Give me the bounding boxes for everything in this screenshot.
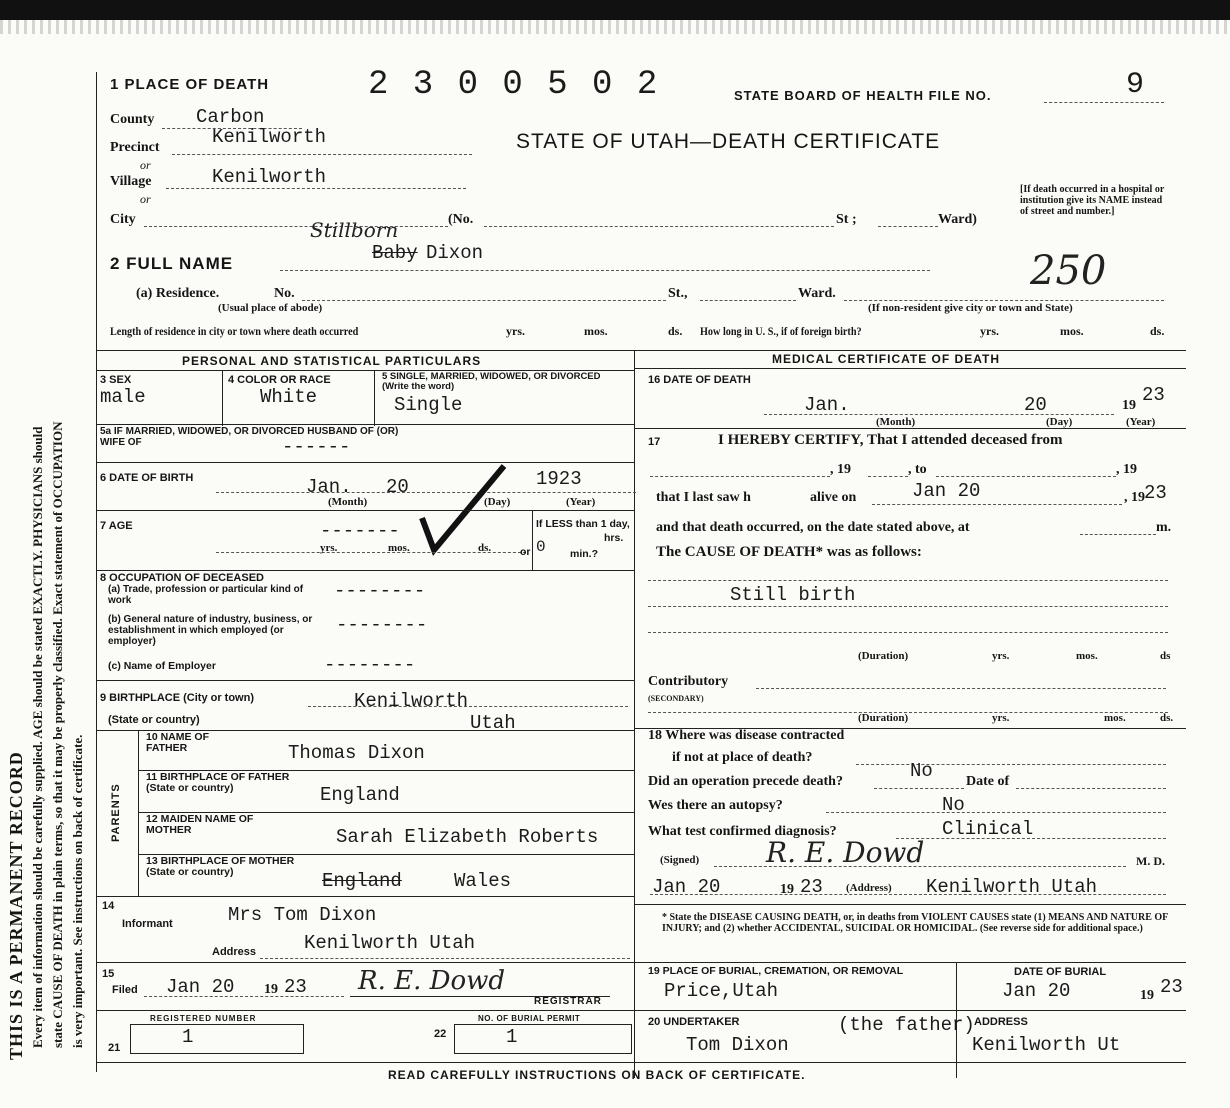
instruction-line-3: is very important. See instructions on back of certificate.: [70, 734, 85, 1048]
burial-date: Jan 20: [1002, 980, 1071, 1002]
length-residence-label: Length of residence in city or town where death occurred: [110, 324, 359, 338]
occupation-industry: --------: [336, 614, 428, 636]
precinct-value: Kenilworth: [212, 126, 327, 148]
mother-birthplace-struck: England: [322, 870, 402, 892]
county-label: County: [110, 112, 155, 127]
undertaker-name: Tom Dixon: [686, 1034, 789, 1056]
village-label: Village: [110, 174, 152, 189]
min-value: 0: [536, 538, 546, 556]
dob-month: Jan.: [306, 476, 352, 498]
street-no-label: (No.: [448, 212, 474, 227]
column-divider: [634, 350, 635, 1078]
undertaker-address: Kenilworth Ut: [972, 1034, 1121, 1056]
marital-value: Single: [394, 394, 463, 416]
registered-number: 1: [182, 1026, 194, 1048]
burial-place: Price,Utah: [664, 980, 779, 1002]
birthplace-city: Kenilworth: [354, 690, 469, 712]
sex-value: male: [100, 386, 146, 408]
death-day: 20: [1024, 394, 1047, 416]
county-value: Carbon: [196, 106, 265, 128]
residence-label: (a) Residence.: [136, 286, 220, 301]
mother-maiden-name: Sarah Elizabeth Roberts: [336, 826, 599, 848]
burial-permit-box: [454, 1024, 632, 1054]
death-month: Jan.: [804, 394, 850, 416]
scan-top-edge: [0, 0, 1230, 20]
struck-first-name: Baby: [372, 242, 418, 264]
file-number: 9: [1126, 68, 1145, 102]
full-name-label: 2 FULL NAME: [110, 254, 234, 273]
scan-top-noise: [0, 20, 1230, 34]
instruction-line-2: state CAUSE OF DEATH in plain terms, so that it may be properly classified. Exact statement of OCCUPATION: [50, 421, 65, 1048]
employer-value: --------: [324, 654, 416, 676]
autopsy-value: No: [942, 794, 965, 816]
place-of-death-label: 1 PLACE OF DEATH: [110, 76, 270, 93]
personal-section-title: PERSONAL AND STATISTICAL PARTICULARS: [182, 354, 482, 368]
certificate-title: STATE OF UTAH—DEATH CERTIFICATE: [516, 130, 941, 153]
certificate-number: 2 3 0 0 5 0 2: [368, 66, 660, 104]
certify-statement: I HEREBY CERTIFY, That I attended deceased from: [718, 432, 1063, 448]
burial-permit-number: 1: [506, 1026, 518, 1048]
death-year: 23: [1142, 384, 1165, 406]
surname-value: Dixon: [426, 242, 484, 264]
footer-instructions: READ CAREFULLY INSTRUCTIONS ON BACK OF CERTIFICATE.: [388, 1068, 806, 1082]
permanent-record-note: THIS IS A PERMANENT RECORD: [6, 751, 26, 1060]
last-seen-date: Jan 20: [912, 480, 981, 502]
father-birthplace: England: [320, 784, 400, 806]
cause-footnote: * State the DISEASE CAUSING DEATH, or, in deaths from VIOLENT CAUSES state (1) MEANS AND NATURE OF INJURY; and (2) whether ACCIDENTAL, SUICIDAL OR HOMICIDAL. (See reverse side for additional space.): [662, 912, 1168, 934]
age-value: -------: [320, 520, 400, 542]
father-name: Thomas Dixon: [288, 742, 425, 764]
occupation-trade: --------: [334, 580, 426, 602]
physician-address: Kenilworth Utah: [926, 876, 1098, 898]
burial-year: 23: [1160, 976, 1183, 998]
ward-label: Ward): [938, 212, 977, 227]
contributory-label: Contributory: [648, 674, 729, 689]
death-certificate: 1 PLACE OF DEATH 2 3 0 0 5 0 2 STATE BOARD OF HEALTH FILE NO. 9 County Carbon STATE OF UTAH—DEATH CERTIFICATE Precinct Kenilworth or Village Kenilworth or City (No. St ; Ward) [If death occurred in a hospital or institution give its NAME instead of street and number.] Stillborn 2 FULL NAME Baby Dixon 250 (a) Residence. No. (Usual place of abode) St., Ward. (If non-resident give city or town and State) Length of residence in city or town where death occurred yrs. mos. ds. How long in U. S., if of foreign birth? yrs. mos. ds. PERSONAL AND STATISTICAL PARTICULARS 3 SEX male 4 COLOR OR RACE White 5 SINGLE, MARRIED, WIDOWED, OR DIVORCED (Write the word) Single 5a IF MARRIED, WIDOWED, OR DIVORCED HUSBAND OF (OR) WIFE OF ------ 6 DATE OF BIRTH Jan. 20 1923 (Month) (Day) (Year) 7 AGE ------- yrs. mos. ds. If LESS than 1 day, hrs. or 0 min.? 8 OCCUPATION OF DECEASED (a) Trade, profession or particular kind of work -------- (b) General nature of industry, business, or establishment in which employed (or employer) -------- (c) Name of Employer -------- 9 BIRTHPLACE (City or town) Kenilworth (State or country) Utah PARENTS 10 NAME OF FATHER Thomas Dixon 11 BIRTHPLACE OF FATHER (State or country) England 12 MAIDEN NAME OF MOTHER Sarah Elizabeth Roberts 13 BIRTHPLACE OF MOTHER (State or country) England Wales 14 Informant Mrs Tom Dixon Address Kenilworth Utah 15 Filed Jan 20 19 23 R. E. Dowd REGISTRAR REGISTERED NUMBER 21 1 NO. OF BURIAL PERMIT 22 1 MEDICAL CERTIFICATE OF DEATH 16 DATE OF DEATH Jan. 20 19 23 (Month) (Day) (Year) 17 I HEREBY CERTIFY, That I attended deceased from , 19 , to , 19 that I last saw h alive on Jan 20 , 19 23 and that death occurred, on the date stated above, at m. The CAUSE OF DEATH* was as follows: Still birth (Duration) yrs. mos. ds Contributory (SECONDARY) (Duration) yrs. mos. ds. 18 Where was disease contracted if not at place of death? Did an operation precede death? No Date of Wes there an autopsy? No What test confirmed diagnosis? Clinical (Signed) R. E. Dowd M. D. Jan 20 19 23 (Address) Kenilworth Utah * State the DISEASE CAUSING DEATH, or, in deaths from VIOLENT CAUSES state (1) MEANS AND NATURE OF INJURY; and (2) whether ACCIDENTAL, SUICIDAL OR HOMICIDAL. (See reverse side for additional space.) 19 PLACE OF BURIAL, CREMATION, OR REMOVAL Price,Utah DATE OF BURIAL Jan 20 19 23 20 UNDERTAKER Tom Dixon (the father) ADDRESS Kenilworth Ut READ CAREFULLY INSTRUCTIONS ON BACK OF CERTIFICATE.: [96, 62, 1216, 1092]
filed-year: 23: [284, 976, 307, 998]
stillborn-annotation: Stillborn: [310, 218, 399, 242]
handwritten-number: 250: [1030, 248, 1107, 294]
informant-value: Mrs Tom Dixon: [228, 904, 377, 926]
birthplace-state: Utah: [470, 712, 516, 734]
city-label: City: [110, 212, 136, 227]
parents-label: PARENTS: [110, 783, 122, 842]
dob-year: 1923: [536, 468, 582, 490]
medical-section-title: MEDICAL CERTIFICATE OF DEATH: [772, 352, 1000, 366]
file-no-label: STATE BOARD OF HEALTH FILE NO.: [734, 88, 992, 103]
cause-of-death-value: Still birth: [730, 584, 856, 606]
diagnosis-test-value: Clinical: [942, 818, 1034, 840]
instruction-line-1: Every item of information should be carefully supplied. AGE should be stated EXACTLY. PHYSICIANS should: [30, 426, 45, 1048]
street-label: St ;: [836, 212, 857, 227]
dob-day: 20: [386, 476, 409, 498]
physician-signature: R. E. Dowd: [766, 836, 925, 869]
filed-date: Jan 20: [166, 976, 235, 998]
cause-of-death-label: The CAUSE OF DEATH* was as follows:: [656, 544, 922, 560]
signed-year: 23: [800, 876, 823, 898]
hospital-note: [If death occurred in a hospital or institution give its NAME instead of street and number.]: [1020, 184, 1165, 217]
registered-number-box: [130, 1024, 304, 1054]
instruction-sidebar: [0, 40, 92, 1108]
frame-left: [96, 72, 97, 1072]
precinct-label: Precinct: [110, 140, 160, 155]
registrar-signature: R. E. Dowd: [358, 966, 506, 996]
spouse-value: ------: [282, 436, 351, 458]
undertaker-note: (the father): [838, 1014, 975, 1036]
check-mark-stroke: [422, 466, 504, 550]
village-value: Kenilworth: [212, 166, 327, 188]
operation-value: No: [910, 760, 933, 782]
color-value: White: [260, 386, 318, 408]
informant-address: Kenilworth Utah: [304, 932, 476, 954]
mother-birthplace: Wales: [454, 870, 512, 892]
last-seen-year: 23: [1144, 482, 1167, 504]
signed-date: Jan 20: [652, 876, 721, 898]
